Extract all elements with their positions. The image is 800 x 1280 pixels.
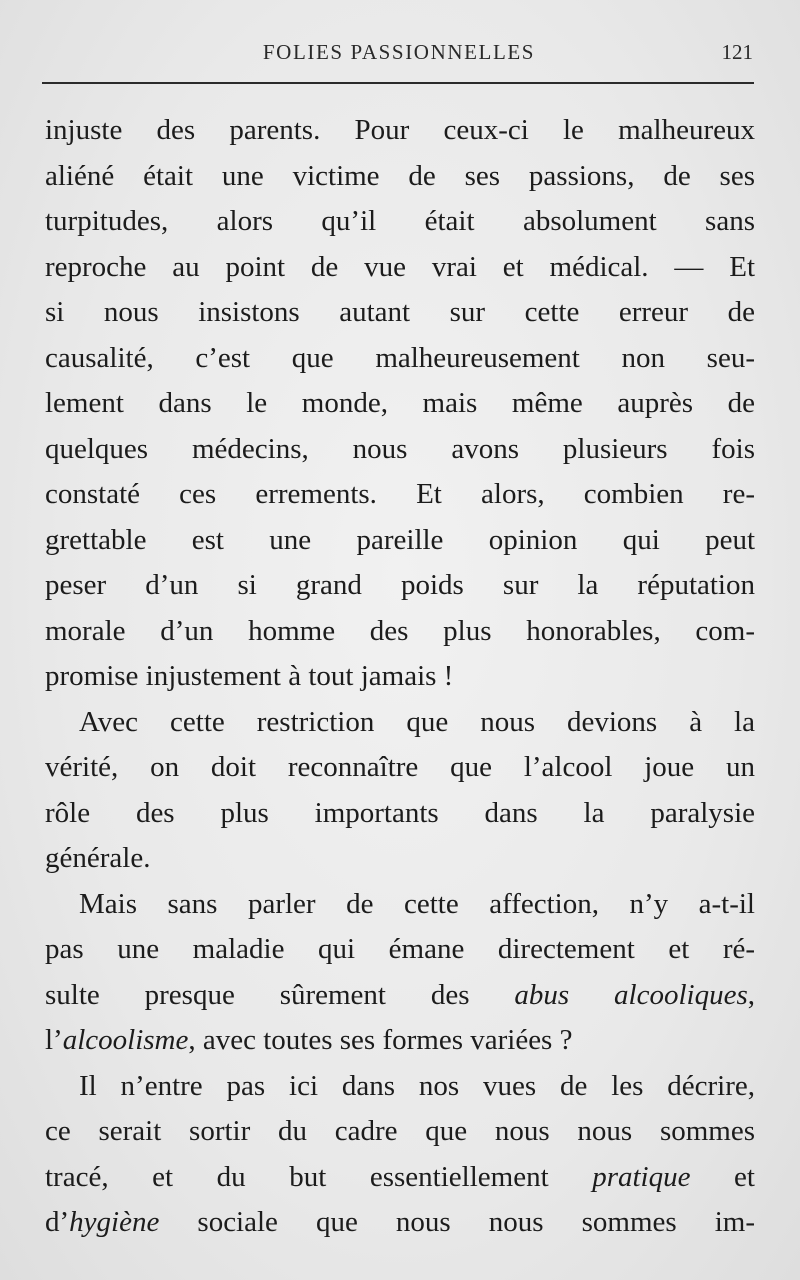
text-line: reproche au point de vue vrai et médical. — Et [45,250,755,283]
text-line: Avec cette restriction que nous devions à la [79,705,755,738]
text-line: Mais sans parler de cette affection, n’y a-t-il [79,887,755,920]
text-line [45,973,755,1019]
text-line [45,1155,755,1201]
text-line: constaté ces errements. Et alors, combien re- [45,478,755,510]
text-line: générale. [45,842,151,874]
text-line: vérité, on doit reconnaître que l’alcool joue un [45,751,755,783]
header-rule [42,82,754,84]
italic-text: abus alcooliques [514,978,748,1011]
text-span: l’ [45,1024,63,1056]
page-number: 121 [721,40,753,64]
text-line: aliéné était une victime de ses passions, de ses [45,159,755,192]
text-line: rôle des plus importants dans la paralysie [45,796,755,829]
text-line: peser d’un si grand poids sur la réputation [45,569,755,601]
text-line: lement dans le monde, mais même auprès de [45,387,755,419]
text-span: , [747,978,755,1011]
page-header [45,38,753,72]
text-line: Il n’entre pas ici dans nos vues de les décrire, [79,1069,755,1102]
text-span: , avec toutes ses formes variées ? [188,1024,573,1056]
text-line [45,1018,755,1064]
text-line: causalité, c’est que malheureusement non seu- [45,341,755,374]
text-line: turpitudes, alors qu’il était absolument sans [45,205,755,237]
italic-text: pratique [592,1160,691,1193]
text-line: quelques médecins, nous avons plusieurs fois [45,432,755,465]
text-span: sociale que nous nous sommes im- [159,1206,755,1238]
text-line: morale d’un homme des plus honorables, com- [45,614,755,647]
text-span: sulte presque sûrement des [45,978,515,1011]
text-line: si nous insistons autant sur cette erreur de [45,296,755,328]
text-line [45,1200,755,1246]
italic-text: hygiène [69,1206,160,1238]
text-line: promise injustement à tout jamais ! [45,660,454,692]
text-line: injuste des parents. Pour ceux-ci le malheureux [45,114,755,146]
text-span: d’ [45,1206,70,1238]
running-head: FOLIES PASSIONNELLES [262,40,536,64]
text-span: tracé, et du but essentiellement [45,1160,593,1193]
text-span: et [690,1160,755,1193]
body-text [45,108,755,1246]
text-line: grettable est une pareille opinion qui peut [45,523,755,556]
italic-text: alcoolisme [62,1024,189,1056]
text-line: pas une maladie qui émane directement et ré- [45,933,755,965]
text-line: ce serait sortir du cadre que nous nous sommes [45,1115,755,1147]
